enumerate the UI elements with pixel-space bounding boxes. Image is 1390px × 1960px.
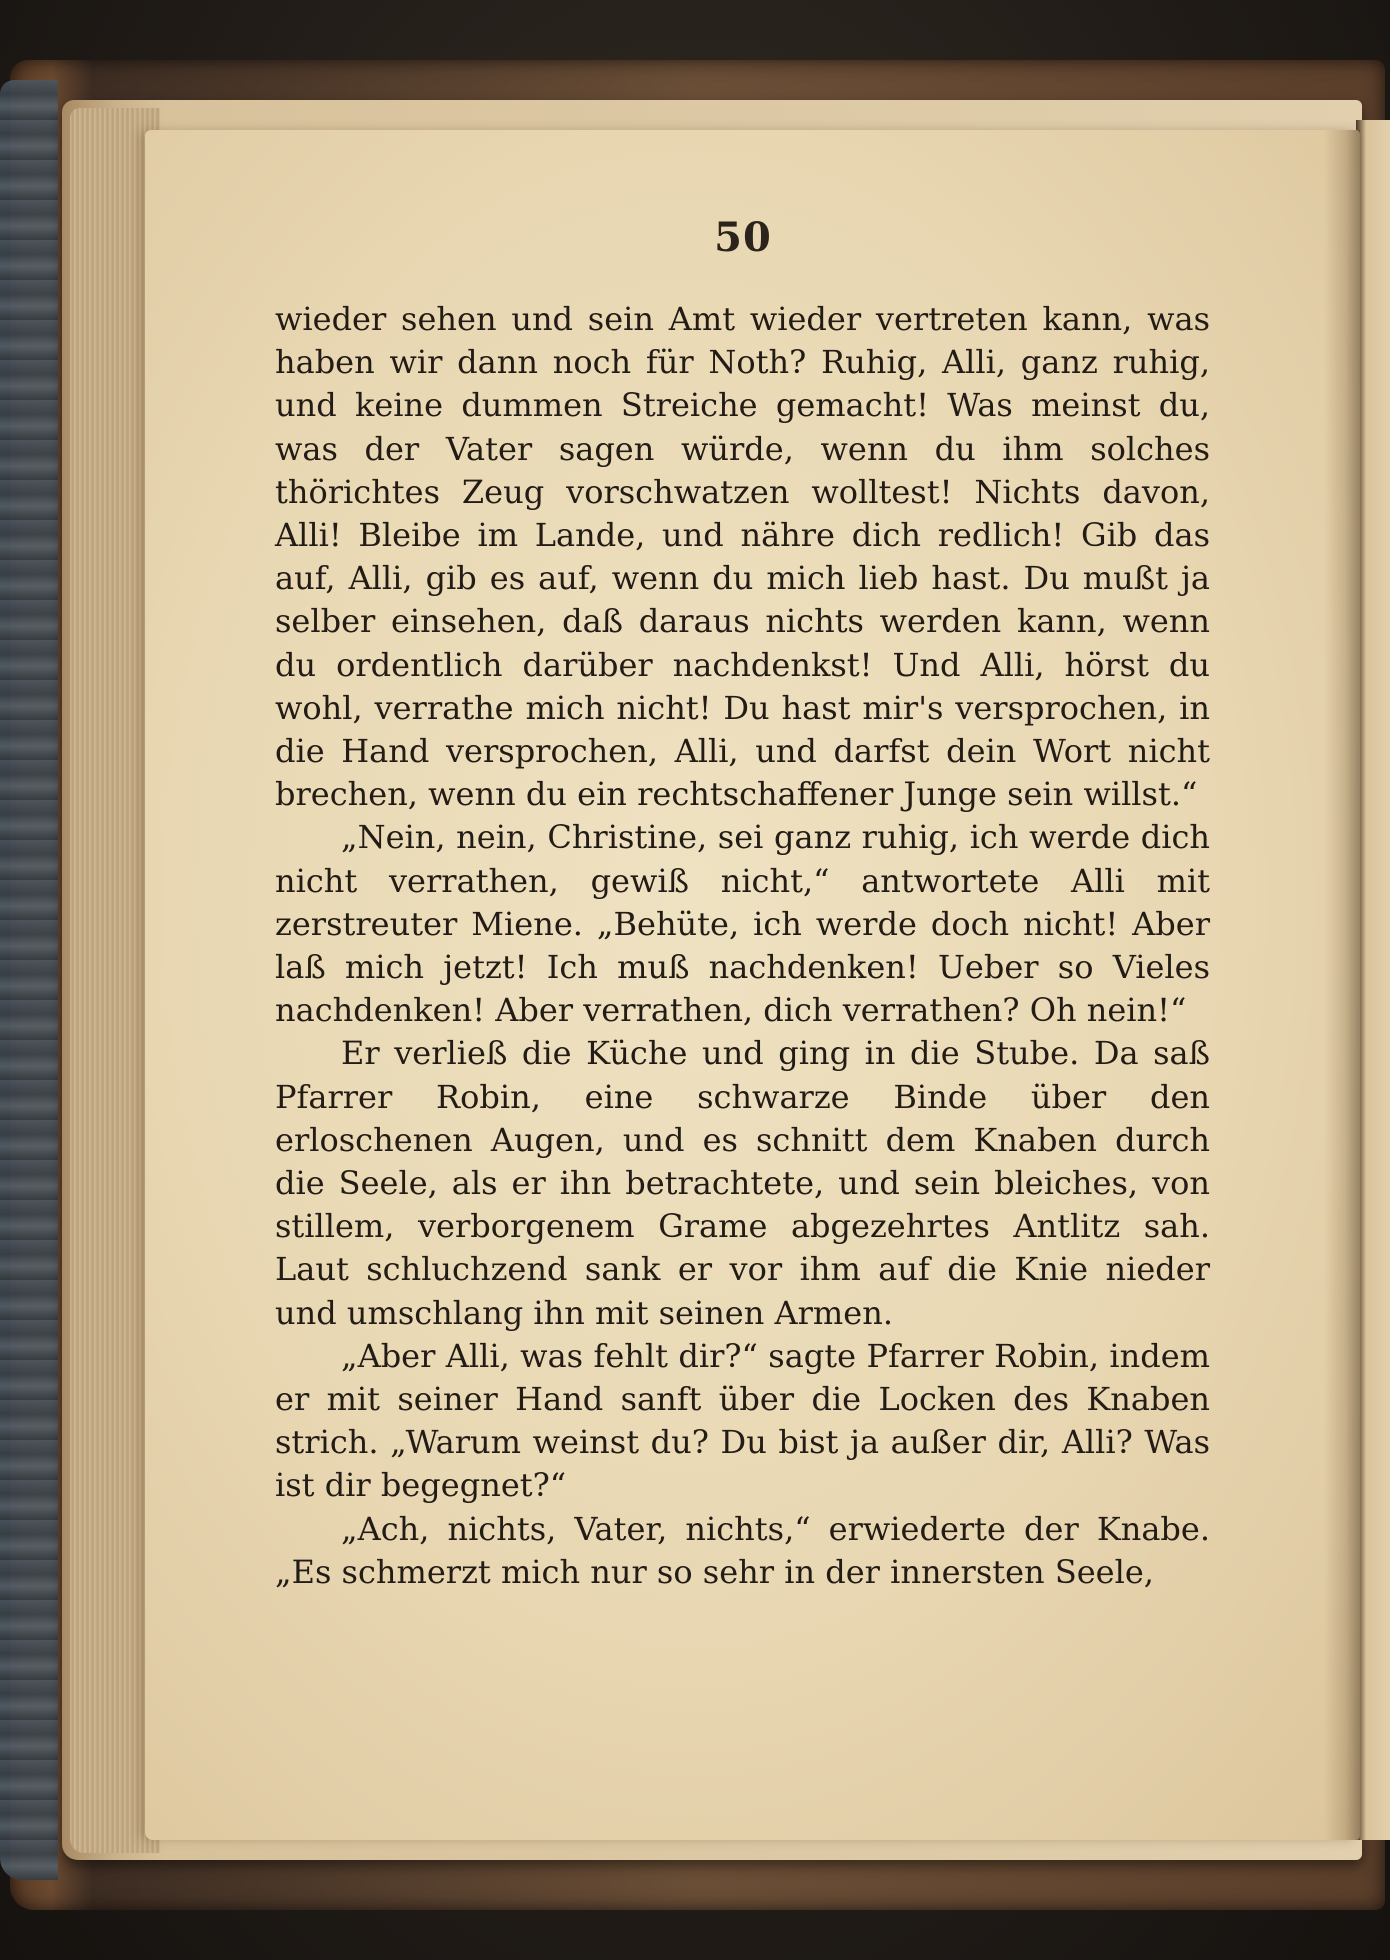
paragraph: „Aber Alli, was fehlt dir?“ sagte Pfarrer Robin, indem er mit seiner Hand sanft über die Locken des Knaben strich. „Warum weinst du? Du bist ja außer dir, Alli? Was ist dir begegnet?“ bbox=[275, 1336, 1210, 1505]
page-number: 50 bbox=[714, 214, 772, 261]
page-text bbox=[275, 298, 1210, 1594]
facing-page-edge bbox=[1356, 120, 1390, 1840]
paragraph: „Nein, nein, Christine, sei ganz ruhig, ich werde dich nicht verrathen, gewiß nicht,“ antwortete Alli mit zerstreuter Miene. „Behüte, ich werde doch nicht! Aber laß mich jetzt! Ich muß nachdenken! Ueber so Vieles nachdenken! Aber verrathen, dich verrathen? Oh nein!“ bbox=[275, 818, 1210, 1030]
paragraph: wieder sehen und sein Amt wieder vertreten kann, was haben wir dann noch für Noth? Ruhig, Alli, ganz ruhig, und keine dummen Streiche gemacht! Was meinst du, was der Vater sagen würde, wenn du ihm solches thörichtes Zeug vorschwatzen wolltest! Nichts davon, Alli! Bleibe im Lande, und nähre dich redlich! Gib das auf, Alli, gib es auf, wenn du mich lieb hast. Du mußt ja selber einsehen, daß daraus nichts werden kann, wenn du ordentlich darüber nachdenkst! Und Alli, hörst du wohl, verrathe mich nicht! Du hast mir's versprochen, in die Hand versprochen, Alli, und darfst dein Wort nicht brechen, wenn du ein rechtschaffener Junge sein willst.“ bbox=[275, 300, 1210, 814]
paragraph: „Ach, nichts, Vater, nichts,“ erwiederte der Knabe. „Es schmerzt mich nur so sehr in der innersten Seele, bbox=[275, 1509, 1210, 1591]
gutter-shadow bbox=[1324, 130, 1360, 1840]
book-spine bbox=[0, 80, 58, 1880]
paragraph: Er verließ die Küche und ging in die Stube. Da saß Pfarrer Robin, eine schwarze Binde über den erloschenen Augen, und es schnitt dem Knaben durch die Seele, als er ihn betrachtete, und sein bleiches, von stillem, verborgenem Grame abgezehrtes Antlitz sah. Laut schluchzend sank er vor ihm auf die Knie nieder und umschlang ihn mit seinen Armen. bbox=[275, 1034, 1210, 1332]
book-page bbox=[145, 130, 1360, 1840]
